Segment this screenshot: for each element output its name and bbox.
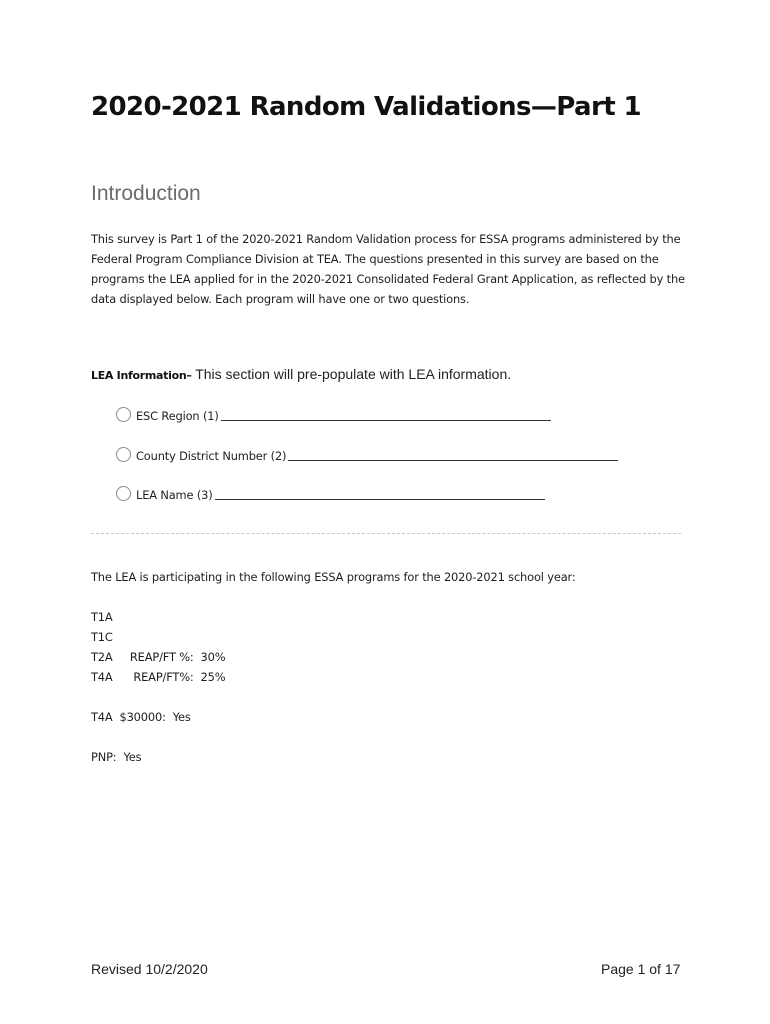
lea-name-blank[interactable]	[215, 487, 545, 500]
field-row-esc-region	[116, 407, 551, 427]
programs-intro: The LEA is participating in the following ESSA programs for the 2020-2021 school year:	[91, 570, 576, 584]
program-line: T1A	[91, 610, 113, 624]
esc-region-blank[interactable]	[221, 408, 551, 421]
program-line: T2A REAP/FT %: 30%	[91, 650, 226, 664]
esc-region-radio[interactable]	[116, 407, 131, 422]
lea-information-line	[91, 366, 511, 384]
county-district-number-radio[interactable]	[116, 447, 131, 462]
footer-page-number: Page 1 of 17	[601, 961, 681, 977]
esc-region-label: ESC Region (1)	[136, 409, 219, 423]
program-line: T1C	[91, 630, 113, 644]
county-district-number-blank[interactable]	[288, 448, 618, 461]
program-line: T4A $30000: Yes	[91, 710, 191, 724]
lea-name-label: LEA Name (3)	[136, 488, 213, 502]
intro-paragraph: This survey is Part 1 of the 2020-2021 Random Validation process for ESSA programs administered by the Federal Program Compliance Division at TEA. The questions presented in this survey are based on the programs the LEA applied for in the 2020-2021 Consolidated Federal Grant Application, as reflected by the data displayed below. Each program will have one or two questions.	[91, 232, 685, 306]
footer-revised-date: Revised 10/2/2020	[91, 961, 208, 977]
lea-information-label: LEA Information–	[91, 369, 192, 382]
document-title: 2020-2021 Random Validations—Part 1	[91, 92, 641, 122]
field-row-lea-name	[116, 486, 545, 506]
lea-information-description: This section will pre-populate with LEA information.	[191, 366, 512, 382]
lea-name-radio[interactable]	[116, 486, 131, 501]
program-line: T4A REAP/FT%: 25%	[91, 670, 226, 684]
program-line: PNP: Yes	[91, 750, 142, 764]
county-district-number-label: County District Number (2)	[136, 449, 287, 463]
field-row-county-district-number	[116, 447, 618, 467]
section-heading-introduction: Introduction	[91, 182, 201, 205]
section-divider	[91, 533, 681, 534]
